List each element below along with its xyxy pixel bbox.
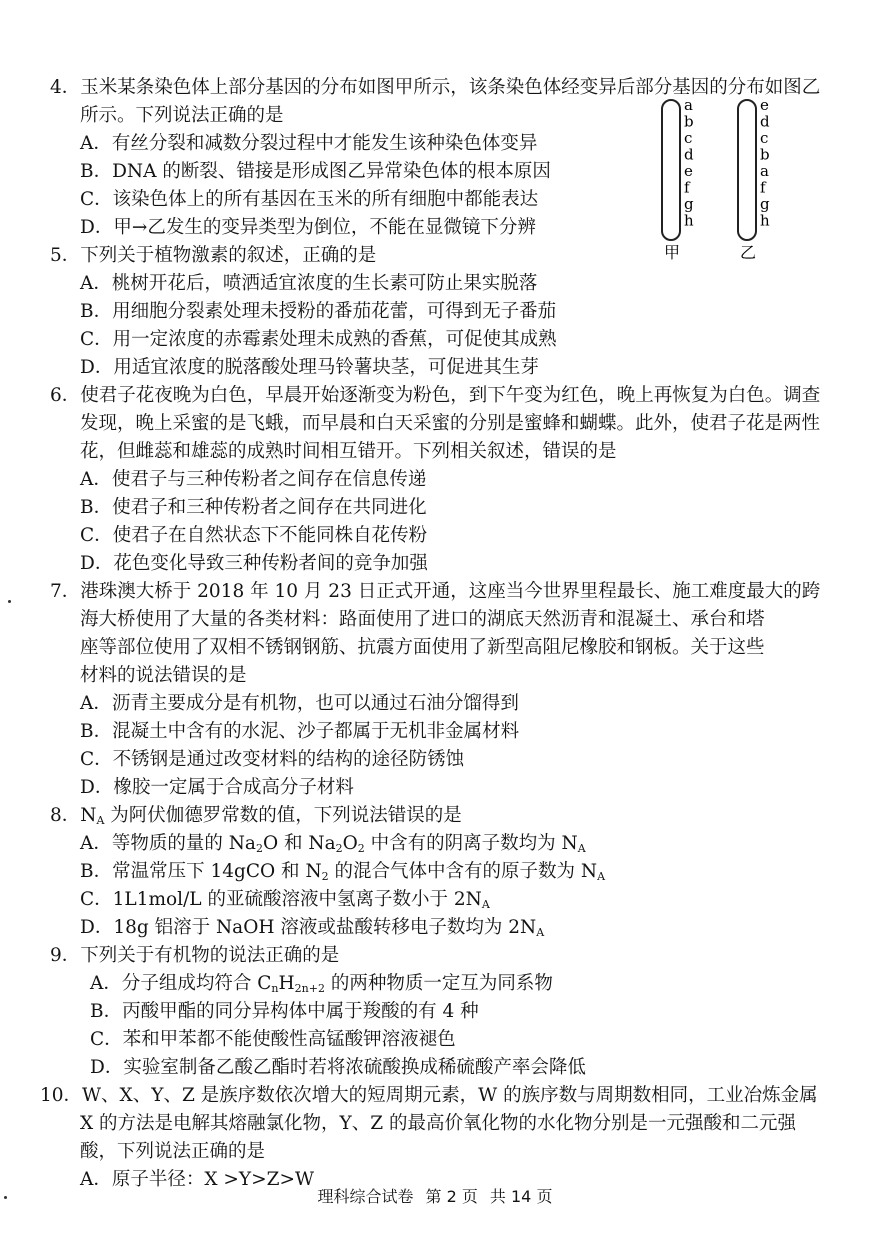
q7-stem-line4: 材料的说法错误的是 (80, 665, 247, 686)
q10-stem-line3: 酸，下列说法正确的是 (80, 1141, 266, 1162)
q7-option-b: B．混凝土中含有的水泥、沙子都属于无机非金属材料 (80, 721, 520, 742)
yi-gene-4: a (760, 162, 769, 180)
yi-gene-6: g (760, 195, 770, 213)
scan-speck (8, 600, 11, 603)
chromosome-jia (662, 100, 680, 240)
q4-option-c: C．该染色体上的所有基因在玉米的所有细胞中都能表达 (80, 189, 539, 210)
q8-d-sub: A (536, 926, 545, 939)
figure-label-yi: 乙 (740, 243, 757, 262)
q8-option-b (80, 858, 605, 886)
q7-option-a: A．沥青主要成分是有机物，也可以通过石油分馏得到 (80, 693, 519, 714)
yi-gene-7: h (760, 211, 770, 230)
jia-gene-3: d (684, 145, 694, 164)
q6-option-c: C．使君子在自然状态下不能同株自花传粉 (80, 525, 428, 546)
q7-option-c: C．不锈钢是通过改变材料的结构的途径防锈蚀 (80, 749, 465, 770)
q8-a-text-2: O 和 Na (262, 833, 336, 854)
q10-option-a: A．原子半径：X >Y>Z>W (80, 1169, 314, 1190)
q5-option-d: D．用适宜浓度的脱落酸处理马铃薯块茎，可促进其生芽 (80, 357, 539, 378)
chromosome-yi-genes (760, 96, 770, 230)
figure-label-jia: 甲 (664, 243, 681, 262)
jia-gene-1: b (684, 112, 694, 131)
q9-a-text-2: H (278, 973, 295, 994)
yi-gene-5: f (760, 178, 766, 197)
yi-gene-2: c (760, 129, 769, 147)
yi-gene-1: d (760, 112, 770, 131)
yi-gene-0: e (760, 96, 769, 114)
q8-b-sub-1: 2 (321, 870, 329, 883)
q5-stem: 5．下列关于植物激素的叙述，正确的是 (50, 245, 377, 266)
jia-gene-7: h (684, 211, 694, 230)
q7-stem-line1: 7．港珠澳大桥于 2018 年 10 月 23 日正式开通，这座当今世界里程最长、施工难度最大的跨 (50, 581, 821, 602)
q8-a-text-4: 中含有的阴离子数均为 N (364, 833, 578, 854)
q8-stem-text-2: 为阿伏伽德罗常数的值，下列说法错误的是 (104, 805, 462, 826)
q5-option-c: C．用一定浓度的赤霉素处理未成熟的香蕉，可促使其成熟 (80, 329, 557, 350)
q5-option-a: A．桃树开花后，喷洒适宜浓度的生长素可防止果实脱落 (80, 273, 538, 294)
q5-option-b: B．用细胞分裂素处理未授粉的番茄花蕾，可得到无子番茄 (80, 301, 557, 322)
chromosome-yi (738, 100, 756, 240)
q4-stem-line2: 所示。下列说法正确的是 (80, 105, 284, 126)
jia-gene-5: f (684, 178, 690, 197)
q8-b-text-1: B．常温常压下 14gCO 和 N (80, 861, 322, 882)
q8-stem-text: 8．N (50, 805, 97, 826)
q9-option-b: B．丙酸甲酯的同分异构体中属于羧酸的有 4 种 (90, 1001, 479, 1022)
q7-stem-line3: 座等部位使用了双相不锈钢钢筋、抗震方面使用了新型高阻尼橡胶和钢板。关于这些 (80, 637, 765, 658)
q8-c-text: C．1L1mol/L 的亚硫酸溶液中氢离子数小于 2N (80, 889, 482, 910)
q8-a-sub-4: A (577, 842, 586, 855)
footer-total: 共 14 页 (489, 1187, 553, 1206)
q7-stem-line2: 海大桥使用了大量的各类材料：路面使用了进口的湖底天然沥青和混凝土、承台和塔 (80, 609, 765, 630)
q4-option-a: A．有丝分裂和减数分裂过程中才能发生该种染色体变异 (80, 133, 538, 154)
q8-a-text-3: O (342, 833, 358, 854)
q9-stem: 9．下列关于有机物的说法正确的是 (50, 945, 340, 966)
q9-a-sub-2: 2n+2 (294, 982, 325, 995)
jia-gene-4: e (684, 162, 693, 180)
page-footer (0, 1186, 870, 1208)
chromosome-jia-genes (684, 96, 694, 230)
q9-a-text-3: 的两种物质一定互为同系物 (324, 973, 553, 994)
q8-a-sub-1: 2 (255, 842, 263, 855)
footer-page: 第 2 页 (425, 1187, 478, 1206)
q9-option-a (90, 970, 553, 998)
q4-stem-line1: 4．玉米某条染色体上部分基因的分布如图甲所示，该条染色体经变异后部分基因的分布如图乙 (50, 77, 821, 98)
q10-stem-line2: X 的方法是电解其熔融氯化物，Y、Z 的最高价氧化物的水化物分别是一元强酸和二元强 (80, 1113, 797, 1134)
q9-option-c: C．苯和甲苯都不能使酸性高锰酸钾溶液褪色 (90, 1029, 456, 1050)
yi-gene-3: b (760, 145, 770, 164)
q8-option-a (80, 830, 586, 858)
q8-option-d (80, 914, 544, 942)
chromosome-figure (652, 96, 852, 266)
q9-a-text-1: A．分子组成均符合 C (90, 973, 272, 994)
q6-stem-line3: 花，但雌蕊和雄蕊的成熟时间相互错开。下列相关叙述，错误的是 (80, 441, 617, 462)
q7-option-d: D．橡胶一定属于合成高分子材料 (80, 777, 354, 798)
q8-a-sub-3: 2 (357, 842, 365, 855)
q8-a-text-1: A．等物质的量的 Na (80, 833, 256, 854)
q4-option-b: B．DNA 的断裂、错接是形成图乙异常染色体的根本原因 (80, 161, 551, 182)
q8-option-c (80, 886, 490, 914)
q4-option-d: D．甲→乙发生的变异类型为倒位，不能在显微镜下分辨 (80, 217, 536, 238)
q8-c-sub: A (481, 898, 490, 911)
q8-stem-sub: A (96, 814, 105, 827)
q6-stem-line2: 发现，晚上采蜜的是飞蛾，而早晨和白天采蜜的分别是蜜蜂和蝴蝶。此外，使君子花是两性 (80, 413, 821, 434)
q8-b-sub-2: A (597, 870, 606, 883)
q6-option-a: A．使君子与三种传粉者之间存在信息传递 (80, 469, 427, 490)
jia-gene-0: a (684, 96, 693, 114)
q9-a-sub-1: n (271, 982, 279, 995)
q8-b-text-2: 的混合气体中含有的原子数为 N (328, 861, 598, 882)
jia-gene-6: g (684, 195, 694, 213)
q8-d-text: D．18g 铝溶于 NaOH 溶液或盐酸转移电子数均为 2N (80, 917, 537, 938)
q10-stem-line1: 10．W、X、Y、Z 是族序数依次增大的短周期元素，W 的族序数与周期数相同，工业冶炼金属 (40, 1085, 818, 1106)
q6-stem-line1: 6．使君子花夜晚为白色，早晨开始逐渐变为粉色，到下午变为红色，晚上再恢复为白色。调查 (50, 385, 821, 406)
q9-option-d: D．实验室制备乙酸乙酯时若将浓硫酸换成稀硫酸产率会降低 (90, 1057, 586, 1078)
q6-option-b: B．使君子和三种传粉者之间存在共同进化 (80, 497, 427, 518)
footer-subject: 理科综合试卷 (317, 1187, 414, 1206)
q6-option-d: D．花色变化导致三种传粉者间的竞争加强 (80, 553, 428, 574)
q8-stem (50, 802, 462, 830)
q8-a-sub-2: 2 (335, 842, 343, 855)
jia-gene-2: c (684, 129, 693, 147)
